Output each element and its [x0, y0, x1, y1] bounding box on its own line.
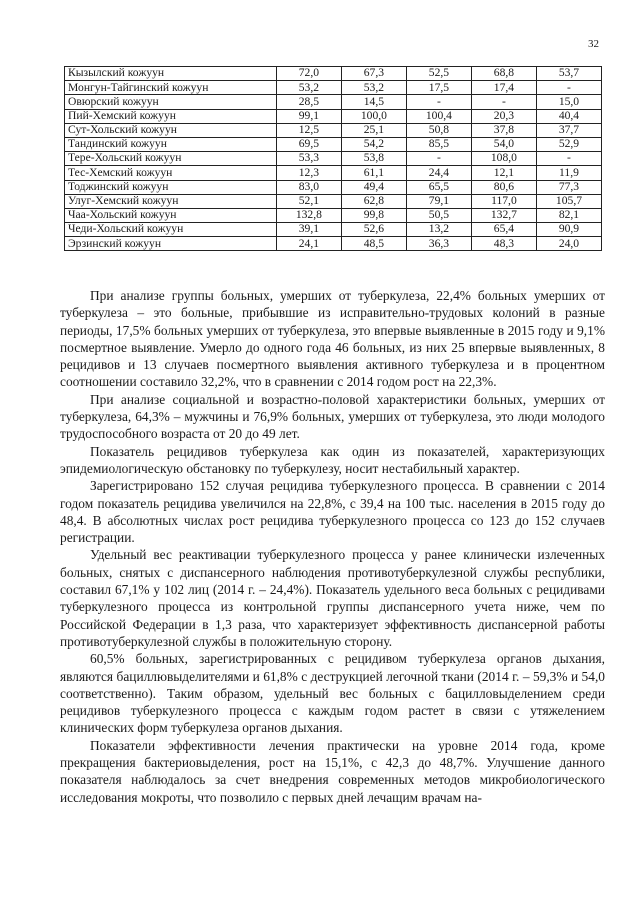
table-row: [65, 223, 602, 237]
table-row: [65, 95, 602, 109]
value-cell: 108,0: [471, 152, 536, 166]
district-name-cell: Монгун-Тайгинский кожуун: [65, 81, 277, 95]
value-cell: 72,0: [276, 67, 341, 81]
value-cell: 53,8: [341, 152, 406, 166]
value-cell: 53,2: [276, 81, 341, 95]
value-cell: 52,9: [536, 137, 601, 151]
value-cell: 100,4: [406, 109, 471, 123]
paragraph: Показатель рецидивов туберкулеза как один из показателей, характеризующих эпидемиологическую обстановку по туберкулезу, носит нестабильный характер.: [60, 443, 605, 476]
value-cell: 24,4: [406, 166, 471, 180]
table-row: [65, 208, 602, 222]
district-name-cell: Чеди-Хольский кожуун: [65, 223, 277, 237]
table-row: [65, 194, 602, 208]
value-cell: 37,8: [471, 123, 536, 137]
table-row: [65, 237, 602, 251]
district-name-cell: Улуг-Хемский кожуун: [65, 194, 277, 208]
value-cell: 132,7: [471, 208, 536, 222]
body-text: [60, 287, 605, 806]
value-cell: 50,8: [406, 123, 471, 137]
value-cell: 80,6: [471, 180, 536, 194]
value-cell: 24,1: [276, 237, 341, 251]
district-name-cell: Тес-Хемский кожуун: [65, 166, 277, 180]
table-row: [65, 137, 602, 151]
value-cell: 82,1: [536, 208, 601, 222]
value-cell: 28,5: [276, 95, 341, 109]
value-cell: 69,5: [276, 137, 341, 151]
value-cell: 39,1: [276, 223, 341, 237]
value-cell: 52,5: [406, 67, 471, 81]
table-body: [65, 67, 602, 251]
value-cell: 54,2: [341, 137, 406, 151]
value-cell: 48,3: [471, 237, 536, 251]
table-row: [65, 180, 602, 194]
district-name-cell: Кызылский кожуун: [65, 67, 277, 81]
paragraph: Показатели эффективности лечения практически на уровне 2014 года, кроме прекращения бактериовыделения, рост на 15,1%, с 42,3 до 48,7%. Улучшение данного показателя наблюдалось за счет внедрения современных методов микробиологического исследования мокроты, что позволило с первых дней лечащим врачам на-: [60, 737, 605, 805]
value-cell: 12,5: [276, 123, 341, 137]
district-statistics-table: [64, 66, 602, 251]
value-cell: 62,8: [341, 194, 406, 208]
table-row: [65, 166, 602, 180]
value-cell: 49,4: [341, 180, 406, 194]
value-cell: 83,0: [276, 180, 341, 194]
value-cell: 52,6: [341, 223, 406, 237]
table-row: [65, 67, 602, 81]
value-cell: 14,5: [341, 95, 406, 109]
value-cell: 17,5: [406, 81, 471, 95]
district-name-cell: Тандинский кожуун: [65, 137, 277, 151]
value-cell: 54,0: [471, 137, 536, 151]
value-cell: 20,3: [471, 109, 536, 123]
value-cell: 17,4: [471, 81, 536, 95]
value-cell: 25,1: [341, 123, 406, 137]
value-cell: 12,1: [471, 166, 536, 180]
district-name-cell: Пий-Хемский кожуун: [65, 109, 277, 123]
value-cell: -: [536, 81, 601, 95]
value-cell: 40,4: [536, 109, 601, 123]
value-cell: 15,0: [536, 95, 601, 109]
value-cell: 79,1: [406, 194, 471, 208]
value-cell: 67,3: [341, 67, 406, 81]
value-cell: 65,4: [471, 223, 536, 237]
table-row: [65, 81, 602, 95]
paragraph: 60,5% больных, зарегистрированных с рецидивом туберкулеза органов дыхания, являются бациллювыделителями и 61,8% с деструкцией легочной ткани (2014 г. – 59,3% и 54,0 соответственно). Таким образом, удельный вес больных с бацилловыделением среди рецидивов туберкулезного процесса с каждым годом растет в связи с утяжелением клинических форм туберкулеза органов дыхания.: [60, 651, 605, 736]
value-cell: 53,7: [536, 67, 601, 81]
value-cell: 48,5: [341, 237, 406, 251]
table-row: [65, 152, 602, 166]
page-number: 32: [588, 38, 599, 50]
value-cell: 50,5: [406, 208, 471, 222]
district-name-cell: Тере-Хольский кожуун: [65, 152, 277, 166]
value-cell: 85,5: [406, 137, 471, 151]
value-cell: 90,9: [536, 223, 601, 237]
value-cell: -: [406, 95, 471, 109]
value-cell: 13,2: [406, 223, 471, 237]
value-cell: 99,8: [341, 208, 406, 222]
value-cell: 36,3: [406, 237, 471, 251]
value-cell: 100,0: [341, 109, 406, 123]
paragraph: При анализе социальной и возрастно-половой характеристики больных, умерших от туберкулеза, 64,3% – мужчины и 76,9% больных, умерших от туберкулеза, это люди молодого трудоспособного возраста от 20 до 49 лет.: [60, 391, 605, 442]
value-cell: 117,0: [471, 194, 536, 208]
district-name-cell: Овюрский кожуун: [65, 95, 277, 109]
value-cell: 99,1: [276, 109, 341, 123]
district-name-cell: Чаа-Хольский кожуун: [65, 208, 277, 222]
paragraph: Зарегистрировано 152 случая рецидива туберкулезного процесса. В сравнении с 2014 годом показатель рецидива увеличился на 22,8%, с 39,4 на 100 тыс. населения в 2015 году до 48,4. В абсолютных числах рост рецидива туберкулезного процесса со 123 до 152 случаев регистрации.: [60, 478, 605, 546]
value-cell: 53,3: [276, 152, 341, 166]
district-name-cell: Эрзинский кожуун: [65, 237, 277, 251]
value-cell: 37,7: [536, 123, 601, 137]
value-cell: 12,3: [276, 166, 341, 180]
value-cell: 65,5: [406, 180, 471, 194]
district-name-cell: Сут-Хольский кожуун: [65, 123, 277, 137]
table-row: [65, 109, 602, 123]
value-cell: -: [406, 152, 471, 166]
value-cell: 52,1: [276, 194, 341, 208]
value-cell: 68,8: [471, 67, 536, 81]
value-cell: 11,9: [536, 166, 601, 180]
value-cell: 132,8: [276, 208, 341, 222]
value-cell: -: [536, 152, 601, 166]
district-name-cell: Тоджинский кожуун: [65, 180, 277, 194]
paragraph: Удельный вес реактивации туберкулезного процесса у ранее клинически излеченных больных, снятых с диспансерного наблюдения противотуберкулезной службы республики, составил 67,1% у 102 лиц (2014 г. – 24,4%). Показатель удельного веса больных с рецидивами туберкулезного процесса из контрольной группы диспансерного учета ниже, чем по Российской Федерации в 1,3 раза, что характеризует эффективность диспансерной работы противотуберкулезной службы в положительную сторону.: [60, 547, 605, 649]
value-cell: 24,0: [536, 237, 601, 251]
value-cell: 61,1: [341, 166, 406, 180]
value-cell: 53,2: [341, 81, 406, 95]
value-cell: 77,3: [536, 180, 601, 194]
value-cell: 105,7: [536, 194, 601, 208]
table-row: [65, 123, 602, 137]
value-cell: -: [471, 95, 536, 109]
paragraph: При анализе группы больных, умерших от туберкулеза, 22,4% больных умерших от туберкулеза – это больные, прибывшие из исправительно-трудовых колоний в разные периоды, 17,5% больных умерших от туберкулеза, это впервые выявленные в 2015 году и 9,1% посмертное выявление. Умерло до одного года 46 больных, из них 25 впервые выявленных, 8 рецидивов и 13 случаев посмертного выявления активного туберкулеза и в процентном соотношении составило 32,2%, что в сравнении с 2014 годом рост на 22,3%.: [60, 288, 605, 390]
